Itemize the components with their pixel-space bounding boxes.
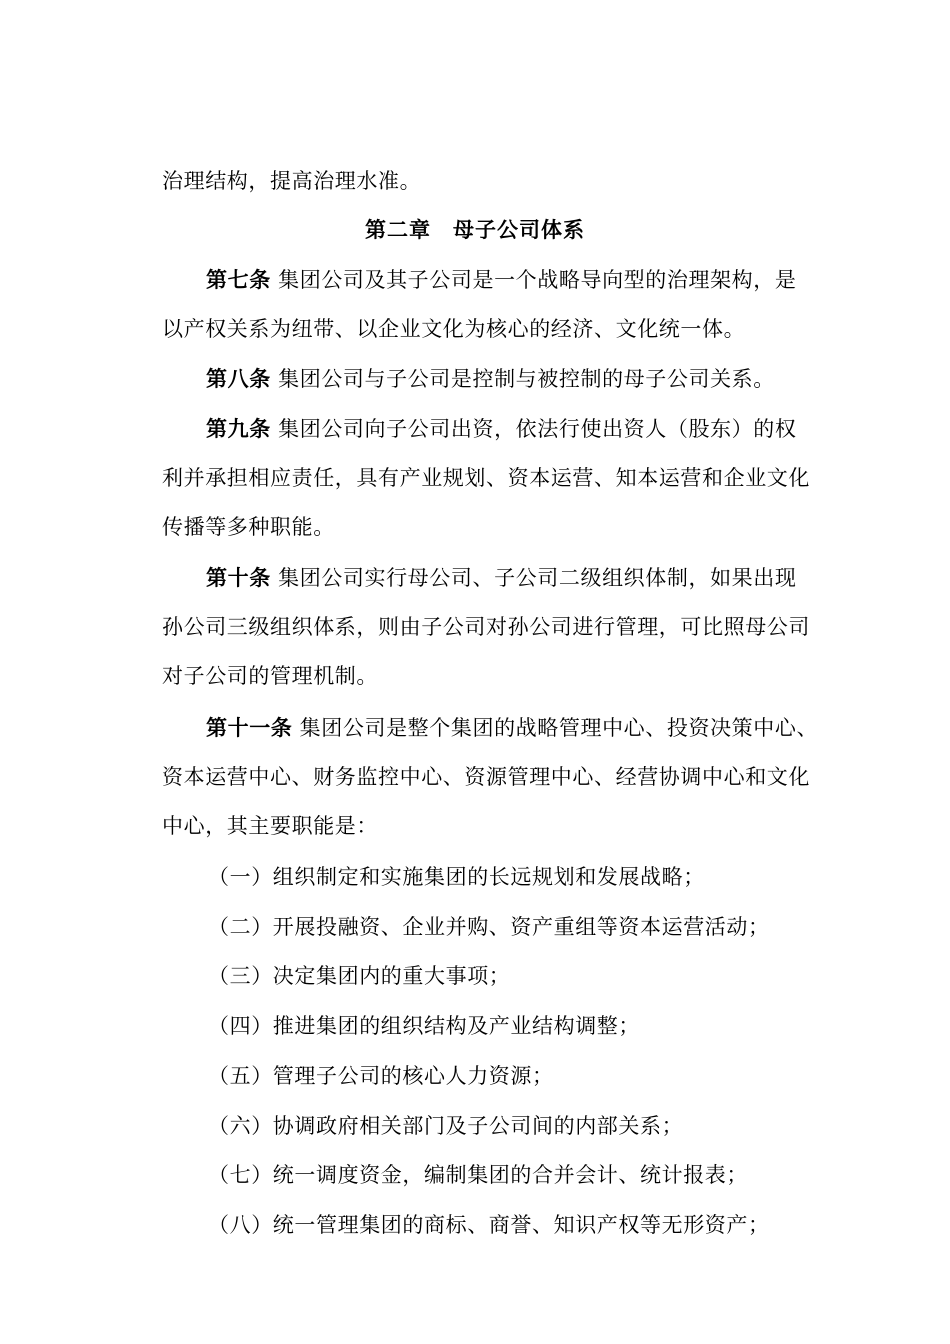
article-8-text-1: 集团公司与子公司是控制与被控制的母子公司关系。: [270, 367, 775, 391]
function-item-5: （五）管理子公司的核心人力资源；: [208, 1064, 554, 1088]
article-9-line-1: [162, 405, 842, 454]
article-8-line-1: [162, 355, 842, 404]
function-item-1: （一）组织制定和实施集团的长远规划和发展战略；: [208, 865, 705, 889]
article-8: [162, 355, 842, 404]
article-11: [162, 704, 842, 851]
function-item-4: （四）推进集团的组织结构及产业结构调整；: [208, 1014, 640, 1038]
article-10-text-1: 集团公司实行母公司、子公司二级组织体制，如果出现: [270, 566, 797, 590]
article-10-line-2: 孙公司三级组织体系，则由子公司对孙公司进行管理，可比照母公司: [162, 615, 810, 639]
function-item-3: （三）决定集团内的重大事项；: [208, 964, 511, 988]
article-11-line-1: [162, 704, 842, 753]
article-11-text-1: 集团公司是整个集团的战略管理中心、投资决策中心、: [292, 716, 819, 740]
article-7-text-1: 集团公司及其子公司是一个战略导向型的治理架构，是: [270, 268, 797, 292]
article-9: [162, 405, 842, 552]
article-9-label: 第九条: [206, 417, 271, 441]
article-11-line-2: 资本运营中心、财务监控中心、资源管理中心、经营协调中心和文化: [162, 765, 810, 789]
function-item-7: （七）统一调度资金，编制集团的合并会计、统计报表；: [208, 1163, 748, 1187]
article-10-line-3: 对子公司的管理机制。: [162, 664, 378, 688]
article-7-line-2: 以产权关系为纽带、以企业文化为核心的经济、文化统一体。: [162, 317, 746, 341]
chapter-title: 第二章 母子公司体系: [365, 218, 585, 242]
article-8-label: 第八条: [206, 367, 271, 391]
article-7-label: 第七条: [206, 268, 271, 292]
function-item-2: （二）开展投融资、企业并购、资产重组等资本运营活动；: [208, 915, 770, 939]
function-item-8: （八）统一管理集团的商标、商誉、知识产权等无形资产；: [208, 1213, 770, 1237]
article-7-line-1: [162, 256, 842, 305]
article-11-line-3: 中心，其主要职能是：: [162, 814, 378, 838]
article-10-label: 第十条: [206, 566, 271, 590]
article-11-label: 第十一条: [206, 716, 293, 740]
article-9-line-2: 利并承担相应责任，具有产业规划、资本运营、知本运营和企业文化: [162, 466, 810, 490]
intro-line-1: 治理结构，提高治理水准。: [162, 169, 422, 193]
article-9-line-3: 传播等多种职能。: [162, 515, 335, 539]
intro-paragraph: [162, 157, 842, 206]
article-10-line-1: [162, 554, 842, 603]
article-10: [162, 554, 842, 701]
article-7: [162, 256, 842, 354]
article-9-text-1: 集团公司向子公司出资，依法行使出资人（股东）的权: [270, 417, 797, 441]
function-item-6: （六）协调政府相关部门及子公司间的内部关系；: [208, 1114, 684, 1138]
